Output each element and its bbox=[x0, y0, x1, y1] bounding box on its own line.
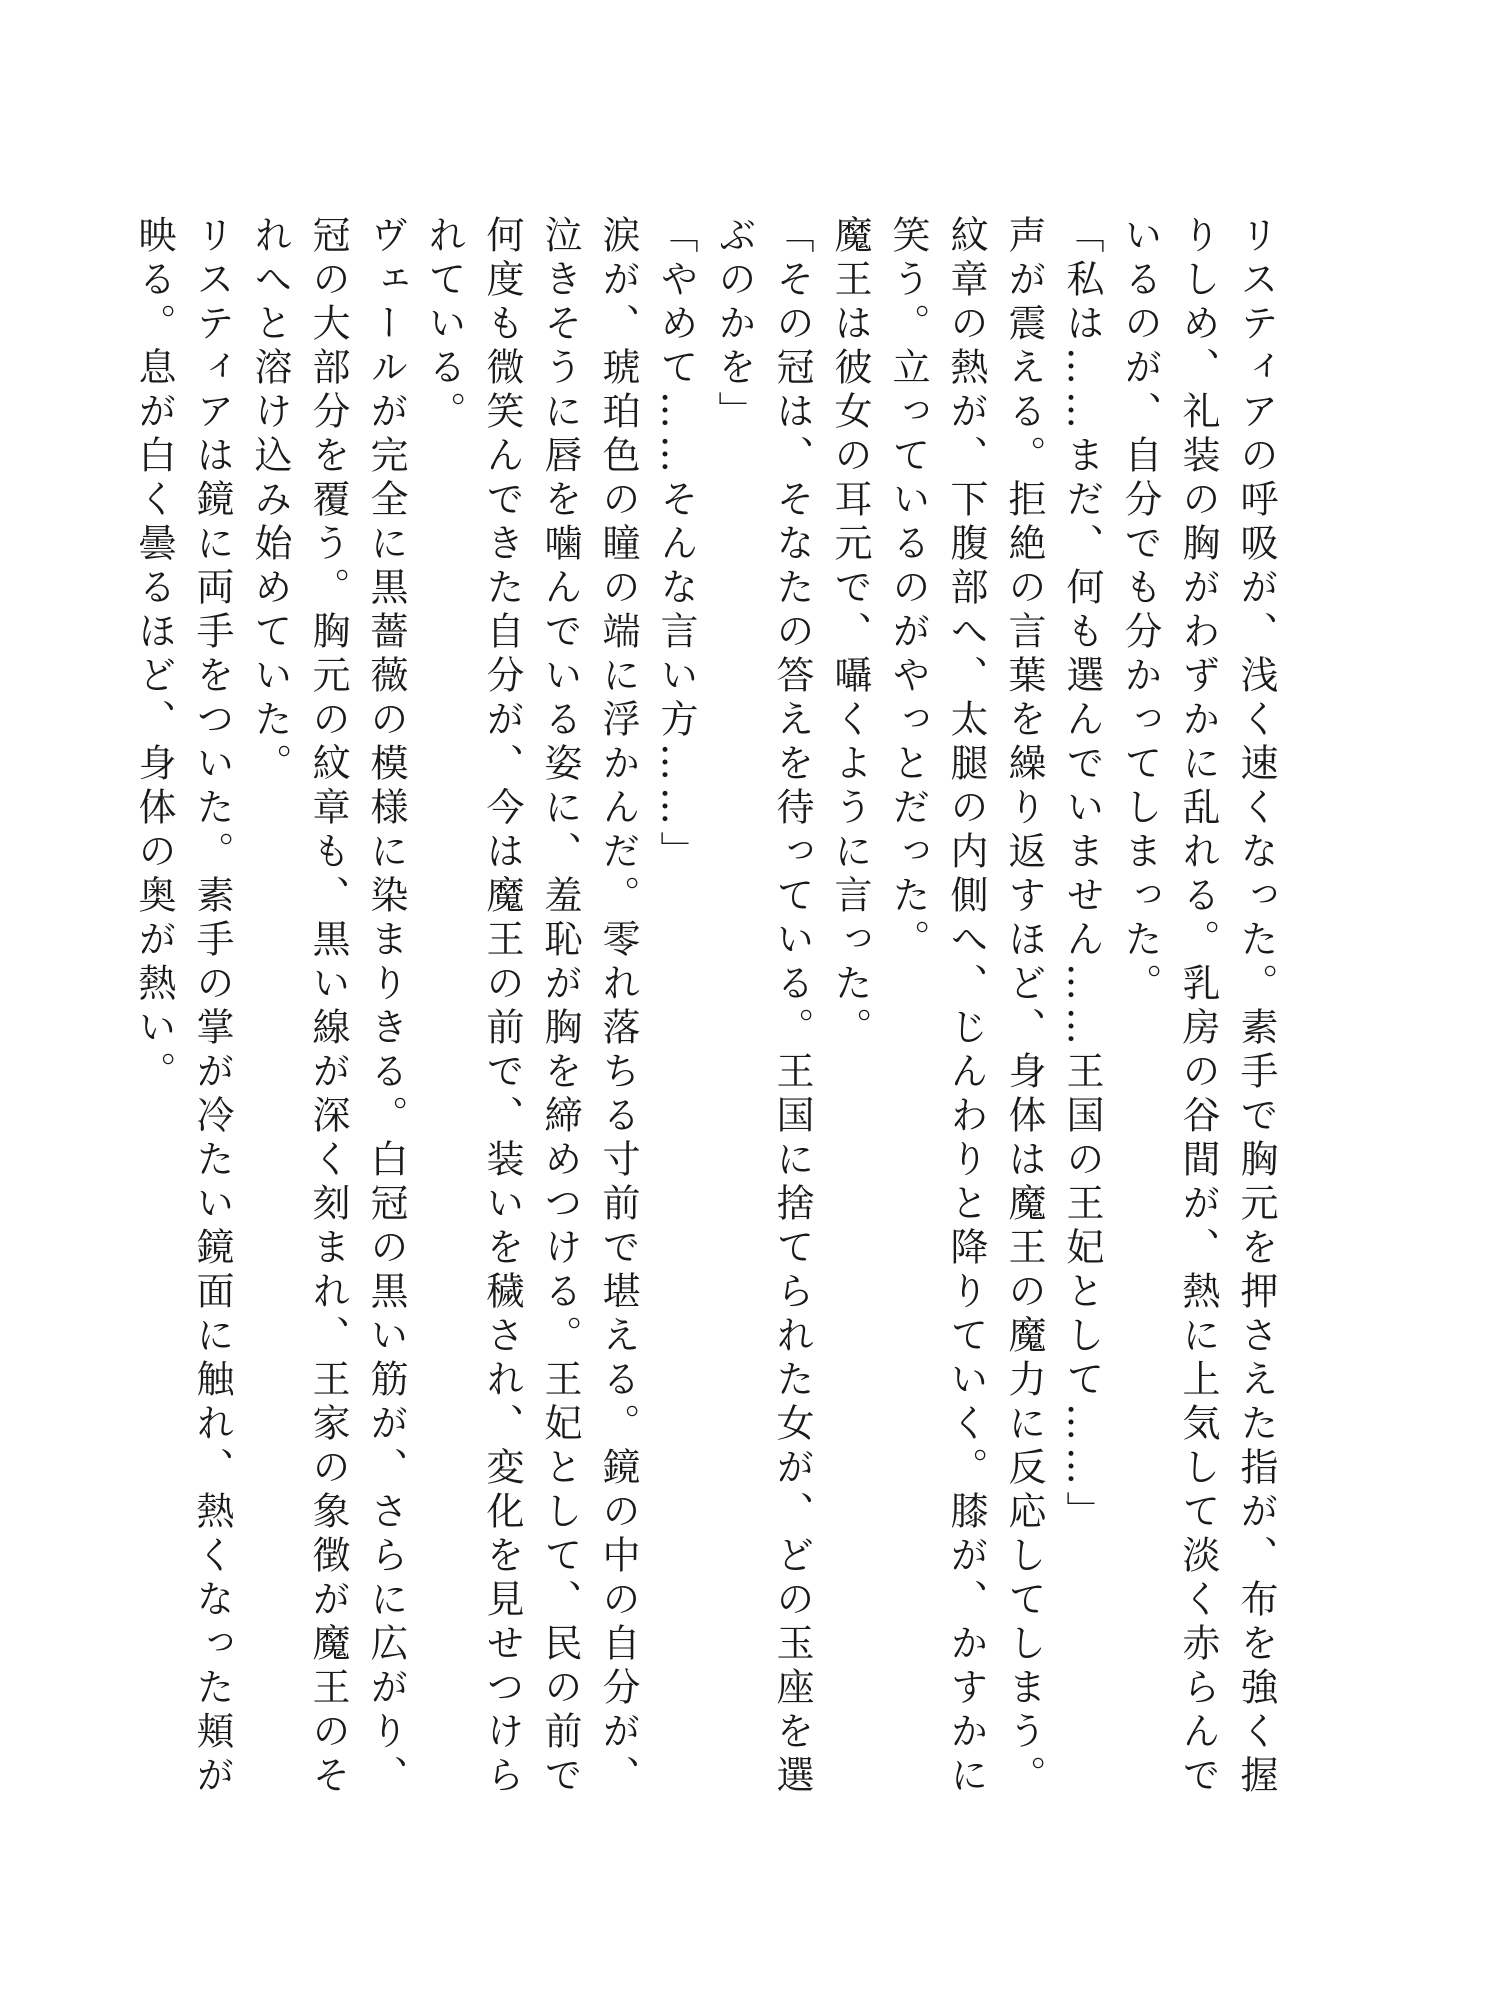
paragraph-3: 声が震える。拒絶の言葉を繰り返すほど、身体は魔王の魔力に反応してしまう。紋章の熱が、下腹部へ、太腿の内側へ、じんわりと降りていく。膝が、かすかに笑う。立っているのがやっとだった。 bbox=[886, 215, 1046, 1799]
paragraph-9: リスティアは鏡に両手をついた。素手の掌が冷たい鏡面に触れ、熱くなった頬が映る。息が白く曇るほど、身体の奥が熱い。 bbox=[132, 215, 234, 1799]
paragraph-7: 涙が、琥珀色の瞳の端に浮かんだ。零れ落ちる寸前で堪える。鏡の中の自分が、泣きそうに唇を噛んでいる姿に、羞恥が胸を締めつける。王妃として、民の前で何度も微笑んできた自分が、今は魔王の前で、装いを穢され、変化を見せつけられている。 bbox=[422, 215, 640, 1799]
vertical-text-body bbox=[132, 215, 1285, 1815]
paragraph-6: 「やめて……そんな言い方……」 bbox=[654, 215, 698, 875]
paragraph-1: リスティアの呼吸が、浅く速くなった。素手で胸元を押さえた指が、布を強く握りしめ、礼装の胸がわずかに乱れる。乳房の谷間が、熱に上気して淡く赤らんでいるのが、自分でも分かってしまった。 bbox=[1118, 215, 1278, 1799]
paragraph-2: 「私は……まだ、何も選んでいません……王国の王妃として……」 bbox=[1060, 215, 1104, 1535]
paragraph-8: ヴェールが完全に黒薔薇の模様に染まりきる。白冠の黒い筋が、さらに広がり、冠の大部分を覆う。胸元の紋章も、黒い線が深く刻まれ、王家の象徴が魔王のそれへと溶け込み始めていた。 bbox=[248, 215, 408, 1799]
paragraph-4: 魔王は彼女の耳元で、囁くように言った。 bbox=[828, 215, 872, 1051]
paragraph-5: 「その冠は、そなたの答えを待っている。王国に捨てられた女が、どの玉座を選ぶのかを」 bbox=[712, 215, 814, 1799]
